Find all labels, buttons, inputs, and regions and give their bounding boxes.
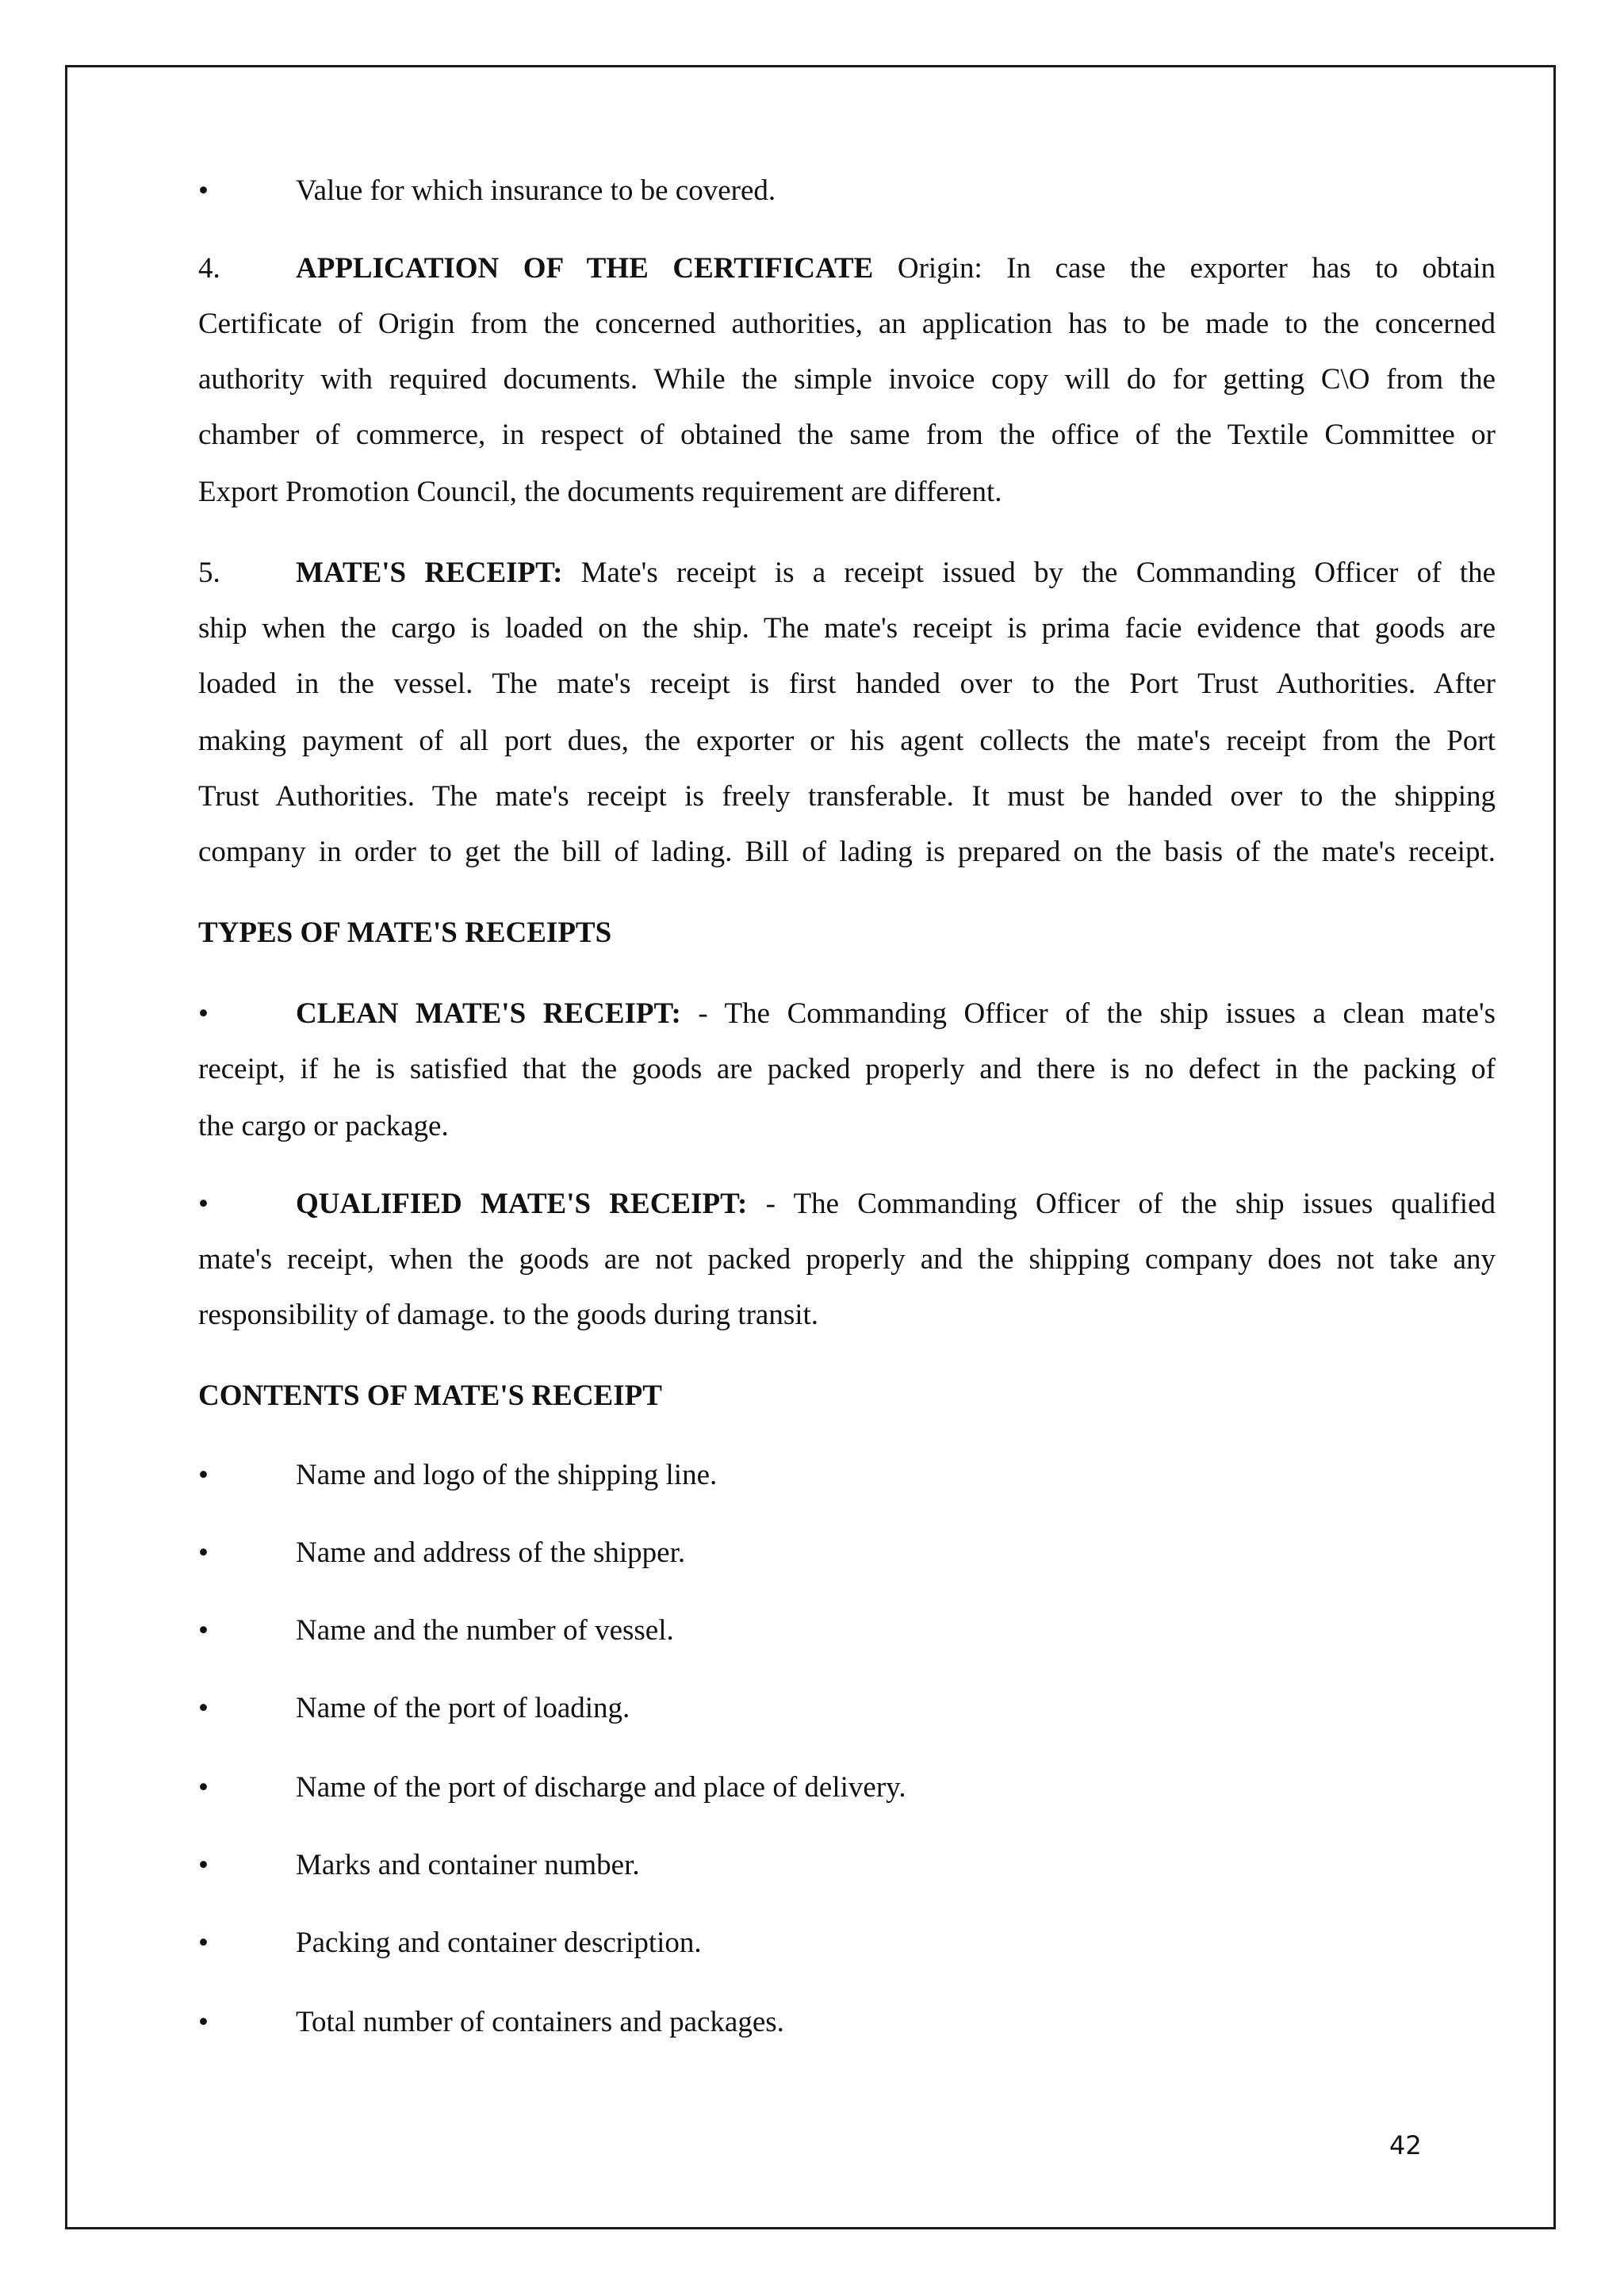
paragraph-line: company in order to get the bill of lading. Bill of lading is prepared on the basis of the mate's receipt. bbox=[198, 836, 1496, 868]
paragraph-line: Trust Authorities. The mate's receipt is freely transferable. It must be handed over to the shipping bbox=[198, 780, 1496, 813]
bullet-marker: • bbox=[198, 1771, 209, 1804]
paragraph-line: authority with required documents. While the simple invoice copy will do for getting C\O from the bbox=[198, 363, 1496, 396]
bullet-marker: • bbox=[198, 1927, 209, 1959]
paragraph-line: Export Promotion Council, the documents requirement are different. bbox=[198, 476, 1002, 508]
list-item-text: Name and address of the shipper. bbox=[296, 1536, 686, 1569]
section-number: 4. bbox=[198, 252, 220, 285]
bullet-marker: • bbox=[198, 1459, 209, 1491]
list-item-text: Value for which insurance to be covered. bbox=[296, 174, 776, 207]
section-5-first-line-rest: Mate's receipt is a receipt issued by the Commanding Officer of the bbox=[580, 557, 1496, 589]
bullet-marker: • bbox=[198, 2006, 209, 2038]
clean-receipt-first-line-text bbox=[296, 996, 1496, 1032]
list-item-text: Packing and container description. bbox=[296, 1927, 702, 1959]
qualified-receipt-first-line-rest: - The Commanding Officer of the ship issues qualified bbox=[765, 1188, 1496, 1220]
section-4-first-line-text bbox=[296, 251, 1496, 287]
section-4-first-line-rest: Origin: In case the exporter has to obtain bbox=[897, 252, 1496, 285]
section-number: 5. bbox=[198, 557, 220, 589]
paragraph-line: chamber of commerce, in respect of obtained the same from the office of the Textile Committee or bbox=[198, 419, 1496, 451]
bullet-marker: • bbox=[198, 1536, 209, 1569]
qualified-receipt-first-line-text bbox=[296, 1186, 1496, 1223]
paragraph-line: responsibility of damage. to the goods during transit. bbox=[198, 1299, 819, 1331]
list-item-text: Name and the number of vessel. bbox=[296, 1614, 674, 1647]
section-5-first-line-text bbox=[296, 555, 1496, 591]
paragraph-line: the cargo or package. bbox=[198, 1110, 449, 1142]
paragraph-line: making payment of all port dues, the exporter or his agent collects the mate's receipt from the Port bbox=[198, 725, 1496, 757]
contents-heading: CONTENTS OF MATE'S RECEIPT bbox=[198, 1380, 662, 1412]
section-4-heading: APPLICATION OF THE CERTIFICATE bbox=[296, 252, 874, 285]
list-item-text: Name and logo of the shipping line. bbox=[296, 1459, 718, 1491]
list-item-text: Name of the port of discharge and place of delivery. bbox=[296, 1771, 906, 1804]
bullet-marker: • bbox=[198, 1188, 209, 1220]
bullet-marker: • bbox=[198, 174, 209, 207]
page-number: 42 bbox=[1389, 2130, 1422, 2160]
list-item-text: Name of the port of loading. bbox=[296, 1692, 630, 1724]
bullet-marker: • bbox=[198, 1614, 209, 1647]
paragraph-line: receipt, if he is satisfied that the goods are packed properly and there is no defect in the packing of bbox=[198, 1053, 1496, 1085]
types-heading: TYPES OF MATE'S RECEIPTS bbox=[198, 916, 612, 949]
paragraph-line: loaded in the vessel. The mate's receipt is first handed over to the Port Trust Authorities. After bbox=[198, 668, 1496, 700]
clean-receipt-heading: CLEAN MATE'S RECEIPT: bbox=[296, 997, 681, 1030]
bullet-marker: • bbox=[198, 1692, 209, 1724]
bullet-marker: • bbox=[198, 1849, 209, 1881]
paragraph-line: mate's receipt, when the goods are not packed properly and the shipping company does not take any bbox=[198, 1243, 1496, 1276]
list-item-text: Marks and container number. bbox=[296, 1849, 640, 1881]
bullet-marker: • bbox=[198, 997, 209, 1030]
qualified-receipt-heading: QUALIFIED MATE'S RECEIPT: bbox=[296, 1188, 748, 1220]
section-5-heading: MATE'S RECEIPT: bbox=[296, 557, 563, 589]
paragraph-line: Certificate of Origin from the concerned authorities, an application has to be made to the concerned bbox=[198, 308, 1496, 340]
paragraph-line: ship when the cargo is loaded on the ship. The mate's receipt is prima facie evidence that goods are bbox=[198, 612, 1496, 645]
clean-receipt-first-line-rest: - The Commanding Officer of the ship issues a clean mate's bbox=[698, 997, 1496, 1030]
list-item-text: Total number of containers and packages. bbox=[296, 2006, 784, 2038]
